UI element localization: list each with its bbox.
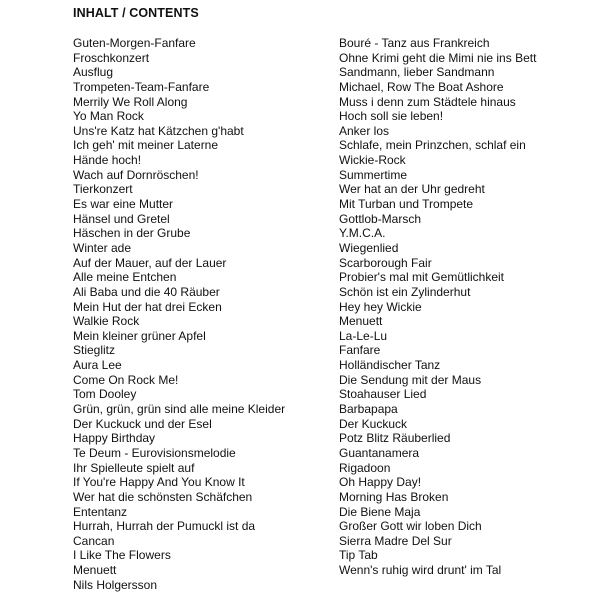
contents-entry: Holländischer Tanz bbox=[339, 358, 441, 373]
contents-entry: Schön ist ein Zylinderhut bbox=[339, 284, 471, 299]
contents-entry: Die Sendung mit der Maus bbox=[339, 372, 482, 387]
contents-entry: Ali Baba und die 40 Räuber bbox=[73, 284, 220, 299]
contents-entry: Aura Lee bbox=[73, 358, 122, 373]
contents-entry: Potz Blitz Räuberlied bbox=[339, 431, 451, 446]
contents-entry: Merrily We Roll Along bbox=[73, 94, 188, 109]
contents-entry: Wiegenlied bbox=[339, 240, 399, 255]
contents-entry: Tom Dooley bbox=[73, 387, 137, 402]
contents-entry: Stoahauser Lied bbox=[339, 387, 427, 402]
contents-entry: Der Kuckuck bbox=[339, 416, 408, 431]
contents-entry: Sandmann, lieber Sandmann bbox=[339, 65, 495, 80]
contents-entry: Mein Hut der hat drei Ecken bbox=[73, 299, 222, 314]
contents-entry: Auf der Mauer, auf der Lauer bbox=[73, 255, 227, 270]
contents-entry: Alle meine Entchen bbox=[73, 270, 177, 285]
contents-column-right bbox=[339, 36, 594, 578]
contents-entry: Hände hoch! bbox=[73, 153, 142, 168]
contents-entry: Bouré - Tanz aus Frankreich bbox=[339, 36, 490, 50]
contents-entry: Menuett bbox=[339, 314, 383, 329]
contents-entry: Y.M.C.A. bbox=[339, 226, 386, 241]
contents-entry: Ohne Krimi geht die Mimi nie ins Bett bbox=[339, 50, 537, 65]
contents-entry: Scarborough Fair bbox=[339, 255, 432, 270]
contents-entry: Fanfare bbox=[339, 343, 381, 358]
contents-entry: Guten-Morgen-Fanfare bbox=[73, 36, 196, 50]
contents-entry: Michael, Row The Boat Ashore bbox=[339, 79, 504, 94]
contents-entry: Yo Man Rock bbox=[73, 109, 144, 124]
contents-entry: If You're Happy And You Know It bbox=[73, 475, 245, 490]
contents-entry: Grün, grün, grün sind alle meine Kleider bbox=[73, 402, 286, 417]
contents-entry: Wickie-Rock bbox=[339, 153, 406, 168]
contents-entry: Tip Tab bbox=[339, 548, 378, 563]
contents-entry: Happy Birthday bbox=[73, 431, 156, 446]
contents-entry: Sierra Madre Del Sur bbox=[339, 533, 452, 548]
contents-entry: Walkie Rock bbox=[73, 314, 140, 329]
contents-entry: Hey hey Wickie bbox=[339, 299, 422, 314]
contents-entry: Te Deum - Eurovisionsmelodie bbox=[73, 445, 236, 460]
contents-entry: Froschkonzert bbox=[73, 50, 150, 65]
contents-entry: Großer Gott wir loben Dich bbox=[339, 519, 482, 534]
contents-entry: I Like The Flowers bbox=[73, 548, 171, 563]
contents-entry: Guantanamera bbox=[339, 445, 420, 460]
contents-entry: Summertime bbox=[339, 167, 408, 182]
contents-entry: Der Kuckuck und der Esel bbox=[73, 416, 212, 431]
contents-entry: Winter ade bbox=[73, 240, 132, 255]
contents-entry: Es war eine Mutter bbox=[73, 197, 174, 212]
contents-entry: Nils Holgersson bbox=[73, 577, 158, 592]
contents-entry: Come On Rock Me! bbox=[73, 372, 179, 387]
contents-entry: Ausflug bbox=[73, 65, 114, 80]
contents-entry: Mein kleiner grüner Apfel bbox=[73, 328, 206, 343]
contents-entry: Wenn's ruhig wird drunt' im Tal bbox=[339, 563, 502, 578]
contents-entry: Ich geh' mit meiner Laterne bbox=[73, 138, 219, 153]
contents-entry: Probier's mal mit Gemütlichkeit bbox=[339, 270, 504, 285]
contents-entry: Muss i denn zum Städtele hinaus bbox=[339, 94, 516, 109]
contents-entry: Die Biene Maja bbox=[339, 504, 421, 519]
contents-heading: INHALT / CONTENTS bbox=[73, 6, 199, 20]
contents-entry: Ihr Spielleute spielt auf bbox=[73, 460, 195, 475]
contents-entry: Häschen in der Grube bbox=[73, 226, 191, 241]
contents-entry: Cancan bbox=[73, 533, 115, 548]
contents-entry: Rigadoon bbox=[339, 460, 391, 475]
contents-entry: Gottlob-Marsch bbox=[339, 211, 422, 226]
contents-column-left bbox=[73, 36, 328, 592]
contents-entry: Stieglitz bbox=[73, 343, 116, 358]
contents-entry: Wer hat an der Uhr gedreht bbox=[339, 182, 485, 197]
contents-entry: Schlafe, mein Prinzchen, schlaf ein bbox=[339, 138, 526, 153]
contents-entry: Wer hat die schönsten Schäfchen bbox=[73, 489, 253, 504]
contents-entry: La-Le-Lu bbox=[339, 328, 388, 343]
contents-entry: Menuett bbox=[73, 563, 117, 578]
contents-entry: Barbapapa bbox=[339, 402, 398, 417]
contents-entry: Uns're Katz hat Kätzchen g'habt bbox=[73, 123, 244, 138]
contents-entry: Wach auf Dornröschen! bbox=[73, 167, 199, 182]
contents-entry: Mit Turban und Trompete bbox=[339, 197, 474, 212]
contents-entry: Anker los bbox=[339, 123, 390, 138]
contents-entry: Trompeten-Team-Fanfare bbox=[73, 79, 210, 94]
contents-entry: Tierkonzert bbox=[73, 182, 133, 197]
contents-entry: Hurrah, Hurrah der Pumuckl ist da bbox=[73, 519, 256, 534]
contents-entry: Morning Has Broken bbox=[339, 489, 449, 504]
contents-entry: Oh Happy Day! bbox=[339, 475, 422, 490]
contents-entry: Hänsel und Gretel bbox=[73, 211, 170, 226]
contents-entry: Ententanz bbox=[73, 504, 128, 519]
contents-entry: Hoch soll sie leben! bbox=[339, 109, 444, 124]
